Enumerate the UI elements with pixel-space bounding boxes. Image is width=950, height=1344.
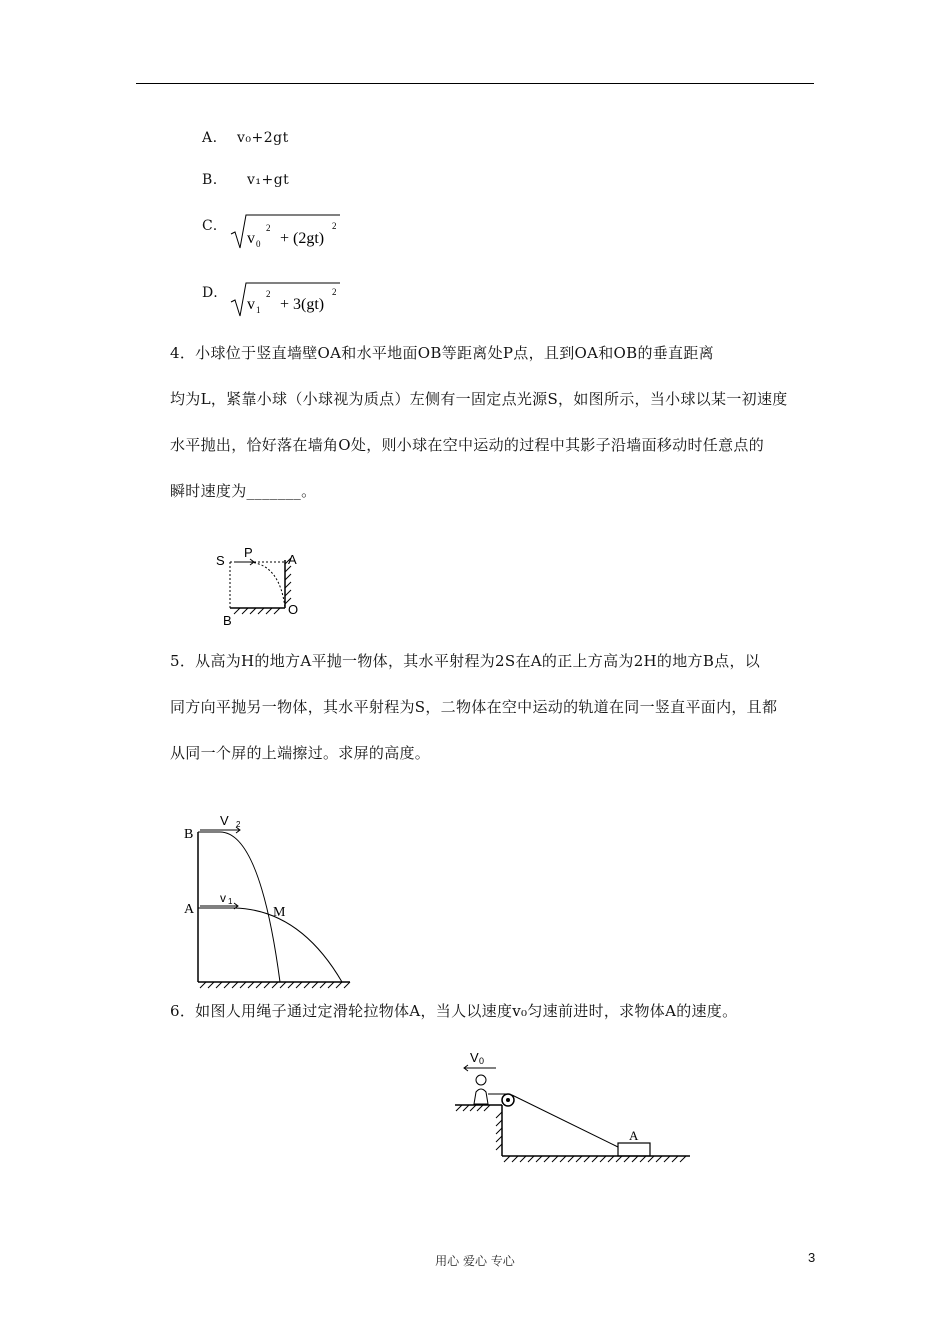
- label-s: S: [216, 553, 225, 568]
- option-d-sub: 1: [256, 305, 261, 315]
- label-v2-sub: 2: [236, 820, 241, 829]
- label-a: A: [629, 1128, 639, 1143]
- q5-line-2: 同方向平抛另一物体，其水平射程为S，二物体在空中运动的轨道在同一竖直平面内，且都: [170, 698, 778, 716]
- pulley-axle: [506, 1098, 510, 1102]
- question-6: [170, 988, 820, 1034]
- label-m: M: [273, 905, 286, 920]
- option-c-sup2: 2: [332, 221, 337, 231]
- option-b-label: B.: [202, 172, 218, 188]
- option-a-text: v₀+2gt: [236, 130, 289, 146]
- option-a: [202, 130, 289, 146]
- option-d-term: + 3(gt): [280, 296, 325, 313]
- option-d-v: v: [247, 296, 255, 313]
- label-o: O: [288, 602, 299, 617]
- person-icon: [474, 1075, 488, 1104]
- option-d-sup2: 2: [332, 287, 337, 297]
- q5-line-3: 从同一个屏的上端擦过。求屏的高度。: [170, 744, 431, 762]
- q5-figure: [180, 810, 360, 990]
- label-v1-sub: 1: [228, 897, 233, 906]
- q4-line-4: 瞬时速度为_______。: [170, 482, 317, 500]
- q6-line-1: 6．如图人用绳子通过定滑轮拉物体A，当人以速度v₀匀速前进时，求物体A的速度。: [170, 1002, 738, 1020]
- label-a: A: [288, 552, 297, 567]
- label-b: B: [223, 613, 232, 628]
- option-d-formula: [228, 280, 348, 320]
- q5-line-1: 5．从高为H的地方A平抛一物体，其水平射程为2S在A的正上方高为2H的地方B点，以: [170, 652, 761, 670]
- trajectory-b: [198, 832, 280, 982]
- trajectory-curve: [250, 562, 285, 608]
- option-d-label: D.: [202, 285, 219, 301]
- label-v0-sub: 0: [479, 1056, 485, 1066]
- header-rule: [136, 83, 814, 84]
- option-c-term: + (2gt): [280, 230, 325, 247]
- label-v0: V: [470, 1050, 479, 1065]
- q4-line-3: 水平抛出，恰好落在墙角O处，则小球在空中运动的过程中其影子沿墙面移动时任意点的: [170, 436, 765, 454]
- block-a: [618, 1143, 650, 1156]
- label-b: B: [184, 827, 194, 842]
- option-c-v: v: [247, 230, 255, 247]
- label-v2: V: [220, 813, 229, 828]
- option-b: [202, 172, 289, 188]
- option-b-text: v₁+gt: [246, 172, 290, 188]
- page-number: 3: [808, 1250, 816, 1265]
- q4-line-1: 4．小球位于竖直墙壁OA和水平地面OB等距离处P点，且到OA和OB的垂直距离: [170, 344, 714, 362]
- wall-hatching: [496, 1112, 502, 1150]
- rope-slanted: [512, 1095, 618, 1147]
- lower-hatching: [504, 1156, 686, 1162]
- ground-hatching: [234, 608, 280, 614]
- option-a-label: A.: [202, 130, 218, 146]
- q4-line-2: 均为L，紧靠小球（小球视为质点）左侧有一固定点光源S，如图所示，当小球以某一初速度: [170, 390, 788, 408]
- label-p: P: [244, 545, 253, 560]
- label-a: A: [184, 902, 195, 917]
- trajectory-a: [198, 908, 342, 982]
- option-c-label: C.: [202, 218, 218, 234]
- q4-figure: [200, 540, 320, 635]
- upper-hatching: [456, 1105, 490, 1111]
- question-5: [170, 638, 820, 776]
- label-v1: v: [220, 891, 226, 905]
- option-c-sub: 0: [256, 239, 261, 249]
- option-c-formula: [228, 212, 348, 252]
- footer-text: 用心 爱心 专心: [435, 1254, 515, 1268]
- question-4: [170, 330, 820, 514]
- option-d-sup: 2: [266, 289, 271, 299]
- q6-figure: [450, 1040, 700, 1170]
- option-c-sup: 2: [266, 223, 271, 233]
